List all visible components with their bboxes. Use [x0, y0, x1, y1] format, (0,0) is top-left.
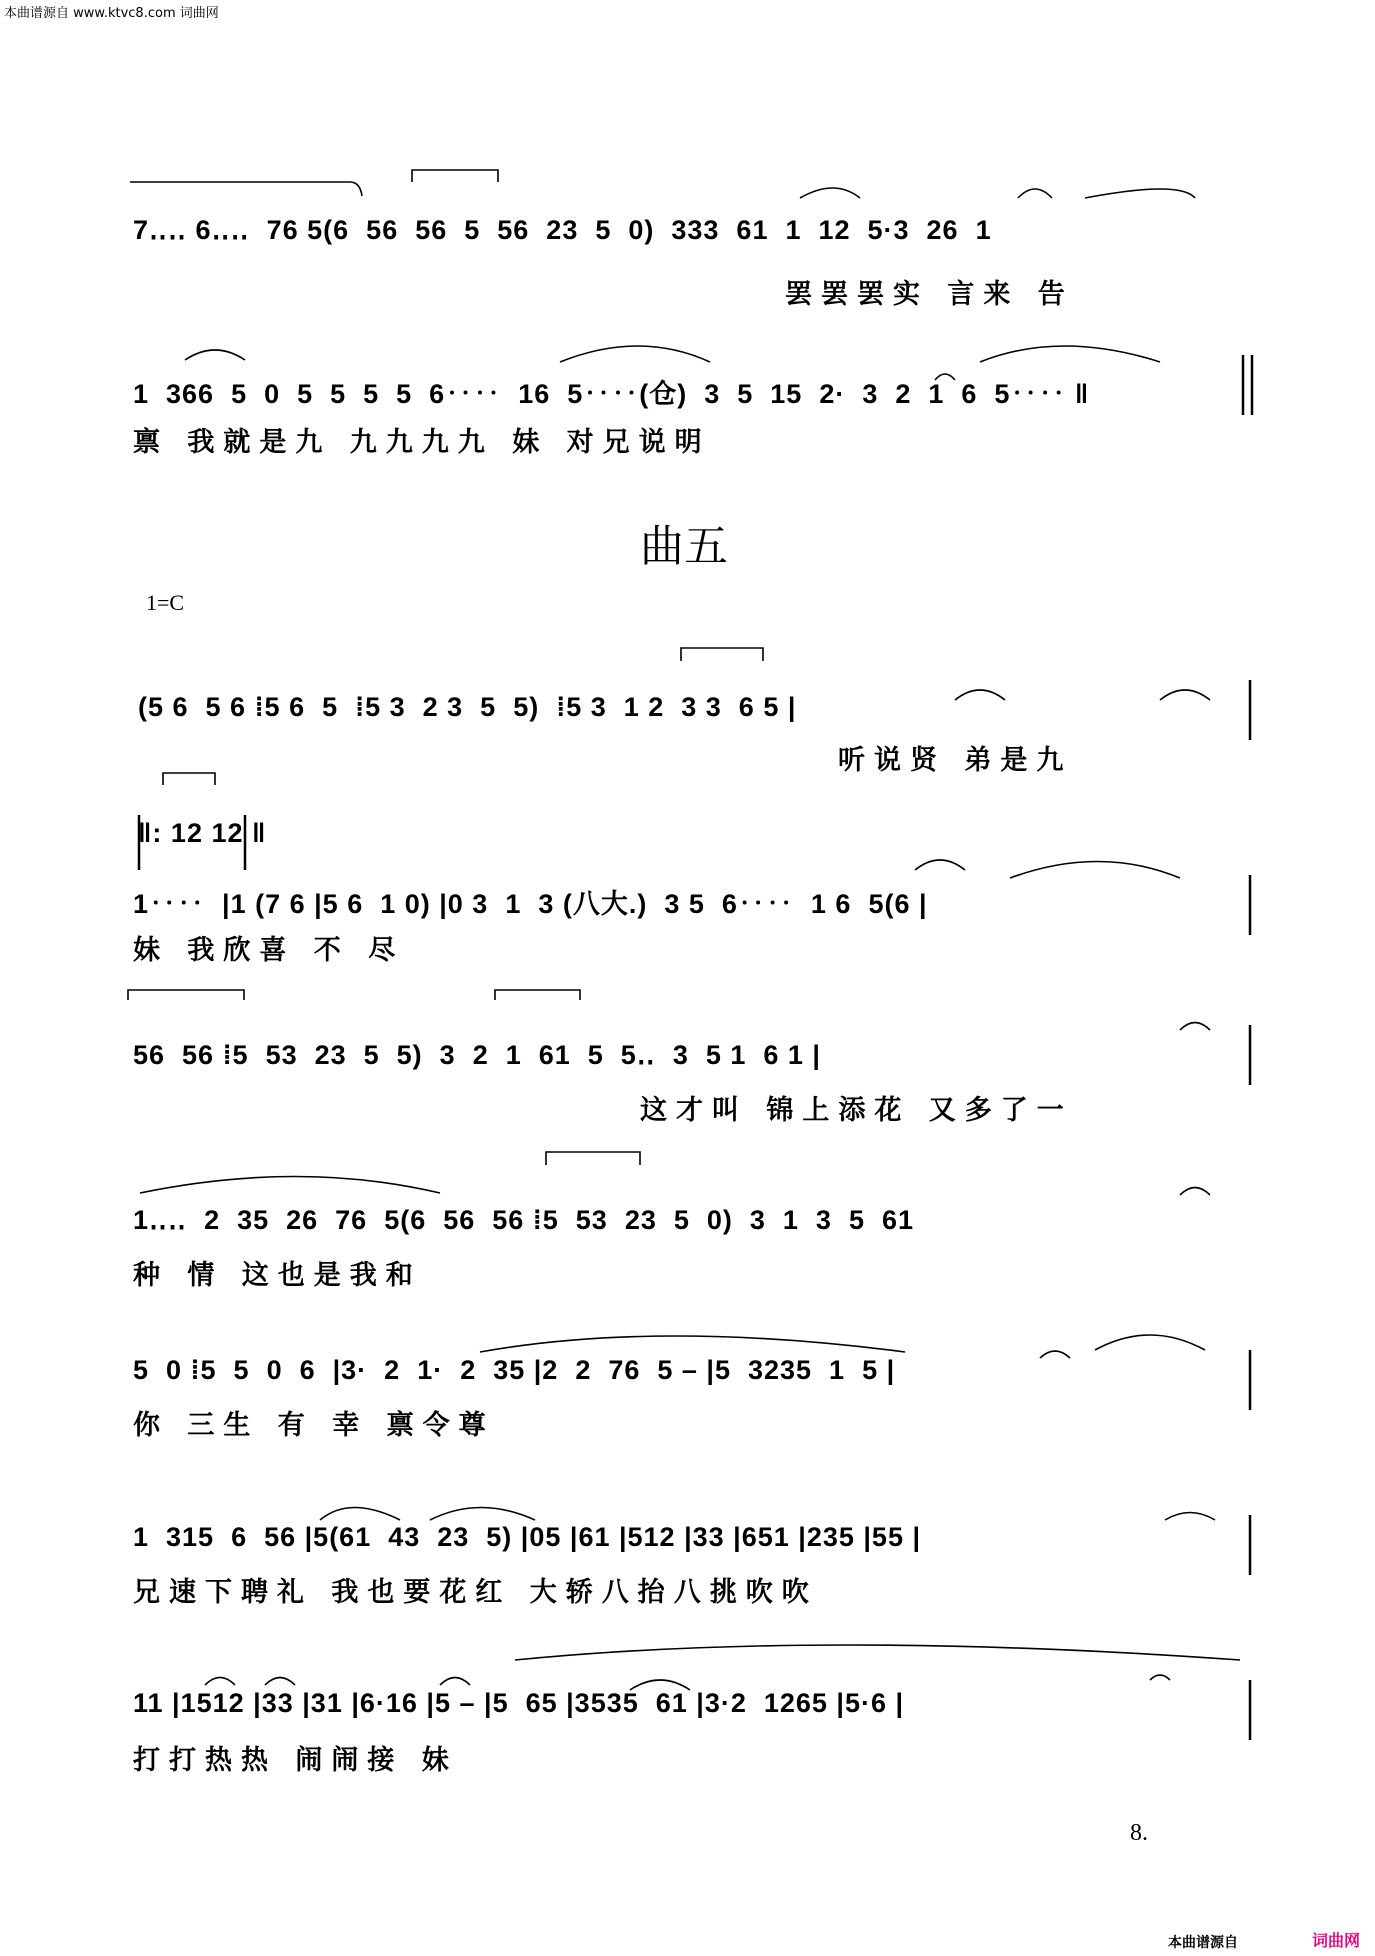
notation-row: 11 |1512 |33 |31 |6·16 |5 – |5 65 |3535 61 |3·2 1265 |5·6 | — [133, 1688, 905, 1718]
notation-row: 7‥‥ 6‥‥ 76 5(6 56 56 5 56 23 5 0) 333 61 1 12 5·3 26 1 — [133, 215, 992, 245]
lyrics-row: 听说贤 弟是九 — [838, 745, 1073, 776]
notation-row: 5 0 ⁞5 5 0 6 |3· 2 1· 2 35 |2 2 76 5 – |5 3235 1 5 | — [133, 1355, 896, 1385]
notation-row: 1 366 5 0 5 5 5 5 6‥‥ 16 5‥‥(仓) 3 5 15 2· 3 2 1 6 5‥‥ ‖ — [133, 379, 1090, 409]
lyrics-row: 罢罢罢实 言来 告 — [785, 279, 1074, 310]
site-header: 本曲谱源自 www.ktvc8.com 词曲网 — [4, 6, 219, 21]
notation-row: 1 315 6 56 |5(61 43 23 5) |05 |61 |512 |33 |651 |235 |55 | — [133, 1522, 922, 1552]
footer-logo: 词曲网 — [1312, 1931, 1361, 1950]
notation-row: (5 6 5 6 ⁞5 6 5 ⁞5 3 2 3 5 5) ⁞5 3 1 2 3 3 6 5 | — [138, 692, 797, 722]
lyrics-row: 你 三生 有 幸 禀令尊 — [133, 1410, 495, 1441]
repeat-notation: ‖: 12 12 ‖ — [138, 818, 267, 848]
page-number: 8. — [1130, 1820, 1148, 1846]
footer-source: 本曲谱源自 — [1168, 1935, 1238, 1951]
lyrics-row: 打打热热 闹闹接 妹 — [133, 1745, 458, 1776]
notation-row: 1‥‥ |1 (7 6 |5 6 1 0) |0 3 1 3 (八大.) 3 5 6‥‥ 1 6 5(6 | — [133, 889, 928, 919]
section-title: 曲五 — [640, 521, 728, 572]
key-signature: 1=C — [146, 590, 185, 615]
lyrics-row: 禀 我就是九 九九九九 妹 对兄说明 — [133, 427, 711, 458]
lyrics-row: 妹 我欣喜 不 尽 — [133, 935, 405, 966]
notation-row: 56 56 ⁞5 53 23 5 5) 3 2 1 61 5 5‥ 3 5 1 6 1 | — [133, 1040, 821, 1070]
lyrics-row: 种 情 这也是我和 — [133, 1260, 422, 1291]
lyrics-row: 兄速下聘礼 我也要花红 大轿八抬八挑吹吹 — [133, 1577, 818, 1608]
notation-row: 1‥‥ 2 35 26 76 5(6 56 56 ⁞5 53 23 5 0) 3 1 3 5 61 — [133, 1205, 915, 1235]
lyrics-row: 这才叫 锦上添花 又多了一 — [640, 1095, 1073, 1126]
